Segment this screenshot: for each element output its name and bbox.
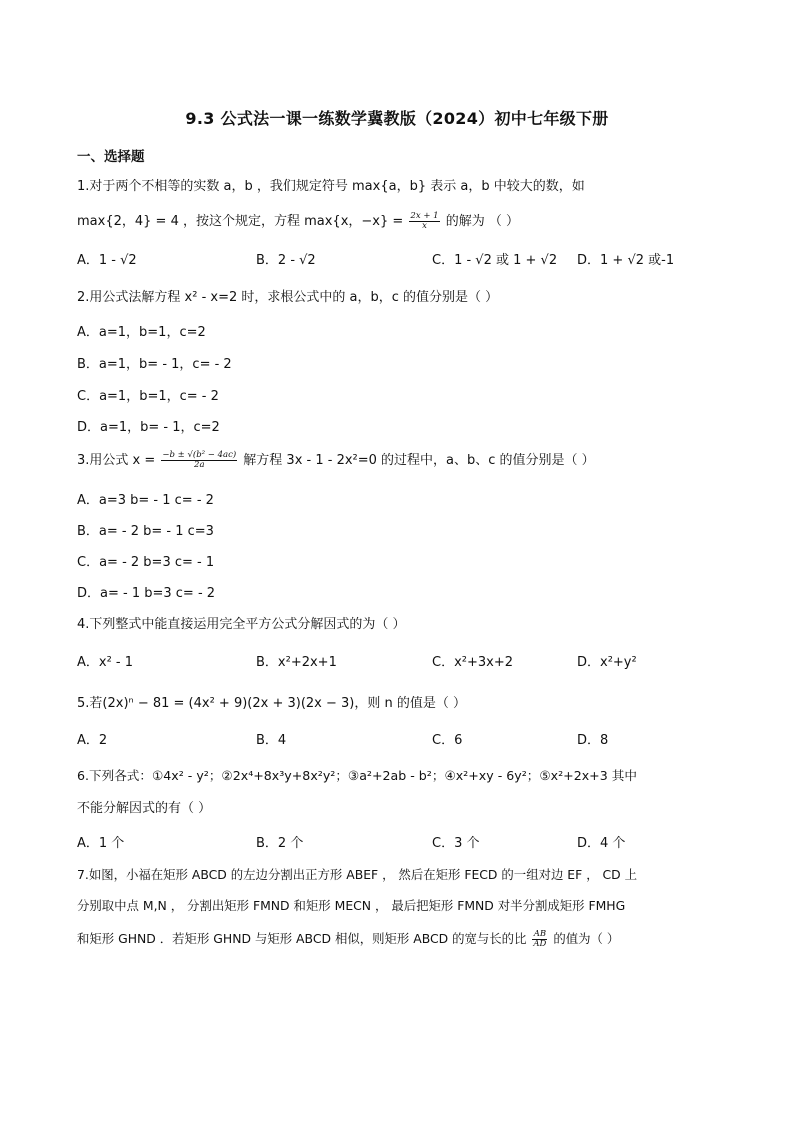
question-1-option-a[interactable]: A．1 - √2: [77, 253, 137, 268]
section-heading: 一、选择题: [77, 149, 145, 165]
question-1-option-c[interactable]: C．1 - √2 或 1 + √2: [432, 253, 558, 268]
question-4-text: 4.下列整式中能直接运用完全平方公式分解因式的为（ ）: [77, 617, 406, 632]
question-1-option-b[interactable]: B．2 - √2: [256, 253, 316, 268]
question-7-line-3: [77, 929, 619, 949]
question-2-text: 2.用公式法解方程 x² - x=2 时，求根公式中的 a，b，c 的值分别是（ ）: [77, 290, 499, 305]
question-5-option-a[interactable]: A．2: [77, 733, 108, 748]
question-7-text-b: 的值为（ ）: [553, 931, 620, 946]
question-2-option-d[interactable]: D．a=1，b= - 1，c=2: [77, 420, 220, 435]
question-5-option-d[interactable]: D．8: [577, 733, 609, 748]
question-4-option-c[interactable]: C．x²+3x+2: [432, 655, 514, 670]
question-5-option-b[interactable]: B．4: [256, 733, 287, 748]
question-2-option-b[interactable]: B．a=1，b= - 1，c= - 2: [77, 357, 232, 372]
fraction-numerator: AB: [533, 929, 547, 940]
question-2-option-c[interactable]: C．a=1，b=1，c= - 2: [77, 389, 219, 404]
question-1-line-1: 1.对于两个不相等的实数 a，b ，我们规定符号 max{a，b} 表示 a，b 中较大的数，如: [77, 179, 585, 194]
question-4-option-b[interactable]: B．x²+2x+1: [256, 655, 337, 670]
question-5-option-c[interactable]: C．6: [432, 733, 463, 748]
question-6-line-2: 不能分解因式的有（ ）: [77, 801, 212, 816]
question-1-fraction: [409, 212, 439, 231]
fraction-numerator: −b ± √(b² − 4ac): [162, 450, 237, 461]
question-3-fraction: [161, 451, 237, 470]
question-1-text-a: max{2，4} = 4 ，按这个规定，方程 max{x，−x} =: [77, 214, 404, 229]
question-3-option-a[interactable]: A．a=3 b= - 1 c= - 2: [77, 493, 214, 508]
question-4-option-a[interactable]: A．x² - 1: [77, 655, 134, 670]
question-3-option-b[interactable]: B．a= - 2 b= - 1 c=3: [77, 524, 214, 539]
question-3-option-d[interactable]: D．a= - 1 b=3 c= - 2: [77, 586, 216, 601]
question-3-text-a: 3.用公式 x =: [77, 453, 156, 468]
question-4-option-d[interactable]: D．x²+y²: [577, 655, 637, 670]
question-7-line-2: 分别取中点 M,N ， 分割出矩形 FMND 和矩形 MECN ， 最后把矩形 FMND 对半分割成矩形 FMHG: [77, 898, 626, 913]
fraction-denominator: 2a: [194, 460, 205, 470]
question-7-text-a: 和矩形 GHND ．若矩形 GHND 与矩形 ABCD 相似，则矩形 ABCD 的宽与长的比: [77, 931, 527, 946]
fraction-denominator: AD: [533, 939, 547, 949]
question-3-option-c[interactable]: C．a= - 2 b=3 c= - 1: [77, 555, 215, 570]
fraction-denominator: x: [422, 221, 427, 231]
question-6-option-d[interactable]: D．4 个: [577, 836, 626, 851]
question-6-line-1: 6.下列各式：①4x² - y²；②2x⁴+8x³y+8x²y²；③a²+2ab - b²；④x²+xy - 6y²；⑤x²+2x+3 其中: [77, 768, 637, 783]
question-2-option-a[interactable]: A．a=1，b=1，c=2: [77, 325, 206, 340]
question-1-option-d[interactable]: D．1 + √2 或-1: [577, 253, 675, 268]
question-5-text: 5.若(2x)ⁿ − 81 = (4x² + 9)(2x + 3)(2x − 3)，则 n 的值是（ ）: [77, 696, 467, 711]
question-6-option-c[interactable]: C．3 个: [432, 836, 480, 851]
fraction-numerator: 2x + 1: [410, 211, 439, 222]
question-6-option-a[interactable]: A．1 个: [77, 836, 125, 851]
question-1-line-2: [77, 210, 519, 231]
question-3-text-b: 解方程 3x - 1 - 2x²=0 的过程中，a、b、c 的值分别是（ ）: [243, 453, 595, 468]
question-7-fraction: [532, 930, 547, 949]
question-1-text-b: 的解为 （ ）: [445, 214, 519, 229]
question-7-line-1: 7.如图，小福在矩形 ABCD 的左边分割出正方形 ABEF ， 然后在矩形 FECD 的一组对边 EF ， CD 上: [77, 867, 638, 882]
question-6-option-b[interactable]: B．2 个: [256, 836, 304, 851]
question-3-text: [77, 449, 595, 470]
page-title: 9.3 公式法一课一练数学冀教版（2024）初中七年级下册: [185, 109, 609, 128]
